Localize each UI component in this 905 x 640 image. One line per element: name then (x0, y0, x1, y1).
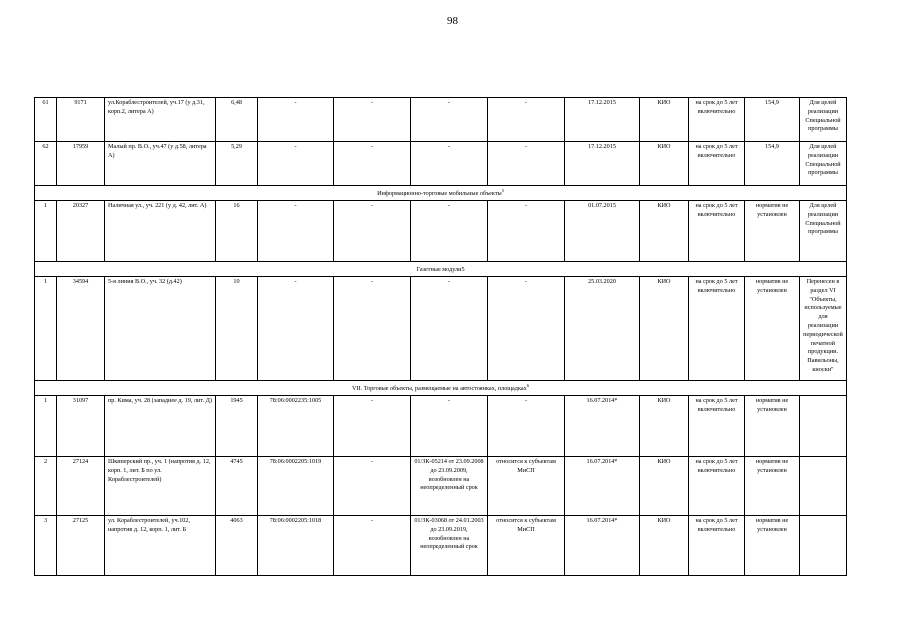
section-mobile-text: Информационно-торговые мобильные объекты (377, 190, 502, 198)
cell-address: ул. Кораблестроителей, уч.102, напротив д. 12, корп. 1, лит. Б (105, 516, 216, 576)
table-row (35, 201, 847, 262)
cell-col7: - (488, 142, 565, 186)
cell-norm: 154,9 (745, 98, 800, 142)
cell-col5: - (334, 98, 411, 142)
cell-area: 16 (216, 201, 258, 262)
section-heading-row (35, 186, 847, 201)
cell-area: 4063 (216, 516, 258, 576)
cell-note: Для целей реализации Специальной программы (800, 98, 847, 142)
cell-area: 4745 (216, 457, 258, 516)
cell-cadastral: 78:06:0002205:1019 (258, 457, 334, 516)
cell-area: 10 (216, 277, 258, 381)
cell-term: на срок до 5 лет включительно (689, 98, 745, 142)
cell-col7: - (488, 98, 565, 142)
cell-note: Для целей реализации Специальной программы (800, 201, 847, 262)
cell-col7: - (488, 277, 565, 381)
section-parking-text: VII. Торговые объекты, размещаемые на автостоянках, площадках (352, 385, 527, 393)
cell-id: 17959 (57, 142, 105, 186)
table-row (35, 516, 847, 576)
section-parking-objects (35, 381, 847, 396)
cell-cadastral: - (258, 142, 334, 186)
cell-col5: - (334, 142, 411, 186)
footnote-mark: 5 (501, 188, 504, 194)
cell-note: Перенесен в раздел VI "Объекты, используемые для реализации периодической печатной продукции. Павильоны, киоски" (800, 277, 847, 381)
cell-col5: - (334, 457, 411, 516)
cell-num: 61 (35, 98, 57, 142)
cell-term: на срок до 5 лет включительно (689, 516, 745, 576)
cell-col6: - (411, 277, 488, 381)
cell-norm: норматив не установлен (745, 457, 800, 516)
cell-num: 1 (35, 396, 57, 457)
cell-term: на срок до 5 лет включительно (689, 396, 745, 457)
cell-org: КИО (640, 201, 689, 262)
table-row (35, 98, 847, 142)
cell-num: 2 (35, 457, 57, 516)
cell-cadastral: - (258, 98, 334, 142)
cell-id: 27125 (57, 516, 105, 576)
cell-note (800, 457, 847, 516)
cell-cadastral: 78:06:0002205:1018 (258, 516, 334, 576)
cell-norm: норматив не установлен (745, 516, 800, 576)
cell-col7: - (488, 396, 565, 457)
cell-address: Шкиперский пр., уч. 1 (напротив д. 12, корп. 1, лит. Б по ул. Кораблестроителей) (105, 457, 216, 516)
table-row (35, 142, 847, 186)
cell-col5: - (334, 201, 411, 262)
cell-date: 17.12.2015 (565, 98, 640, 142)
cell-col6: - (411, 142, 488, 186)
cell-id: 27124 (57, 457, 105, 516)
cell-num: 3 (35, 516, 57, 576)
cell-term: на срок до 5 лет включительно (689, 457, 745, 516)
cell-col6: 01/ЗК-03068 от 24.01.2003 до 23.09.2019, возобновлен на неопределенный срок (411, 516, 488, 576)
cell-col6: - (411, 98, 488, 142)
cell-id: 34594 (57, 277, 105, 381)
cell-date: 01.07.2015 (565, 201, 640, 262)
cell-date: 17.12.2015 (565, 142, 640, 186)
cell-address: ул.Кораблестроителей, уч.17 (у д.31, корп.2, литера А) (105, 98, 216, 142)
cell-org: КИО (640, 98, 689, 142)
cell-col6: 01/ЗК-05214 от 23.09.2008 до 23.09.2009, возобновлен на неопределенный срок (411, 457, 488, 516)
registry-table (34, 97, 847, 576)
cell-address: Малый пр. В.О., уч.47 (у д.58, литера А) (105, 142, 216, 186)
cell-term: на срок до 5 лет включительно (689, 277, 745, 381)
cell-date: 16.07.2014* (565, 457, 640, 516)
cell-address: Наличная ул., уч. 221 (у д. 42, лит. А) (105, 201, 216, 262)
page-number: 98 (447, 15, 458, 27)
cell-num: 1 (35, 277, 57, 381)
cell-date: 16.07.2014* (565, 516, 640, 576)
cell-date: 25.03.2020 (565, 277, 640, 381)
cell-cadastral: 78:06:0002235:1005 (258, 396, 334, 457)
cell-org: КИО (640, 396, 689, 457)
section-heading-row (35, 381, 847, 396)
cell-term: на срок до 5 лет включительно (689, 142, 745, 186)
cell-col6: - (411, 396, 488, 457)
cell-col5: - (334, 396, 411, 457)
cell-note (800, 516, 847, 576)
cell-area: 6,48 (216, 98, 258, 142)
cell-org: КИО (640, 277, 689, 381)
cell-norm: норматив не установлен (745, 201, 800, 262)
cell-col7: относится к субъектам МиСП (488, 457, 565, 516)
cell-col7: относится к субъектам МиСП (488, 516, 565, 576)
cell-norm: норматив не установлен (745, 396, 800, 457)
footnote-mark: 6 (526, 383, 529, 389)
section-mobile-objects (35, 186, 847, 201)
cell-address: пр. Кима, уч. 28 (западнее д. 19, лит. Д) (105, 396, 216, 457)
section-gazette-modules: Газетные модули5 (35, 262, 847, 277)
cell-org: КИО (640, 516, 689, 576)
cell-col5: - (334, 516, 411, 576)
cell-org: КИО (640, 457, 689, 516)
cell-id: 9171 (57, 98, 105, 142)
cell-cadastral: - (258, 277, 334, 381)
cell-col5: - (334, 277, 411, 381)
cell-num: 1 (35, 201, 57, 262)
cell-area: 1945 (216, 396, 258, 457)
cell-col6: - (411, 201, 488, 262)
cell-area: 5,29 (216, 142, 258, 186)
cell-note (800, 396, 847, 457)
cell-note: Для целей реализации Специальной программы (800, 142, 847, 186)
cell-date: 16.07.2014* (565, 396, 640, 457)
cell-id: 20327 (57, 201, 105, 262)
cell-id: 31097 (57, 396, 105, 457)
cell-norm: норматив не установлен (745, 277, 800, 381)
cell-norm: 154,9 (745, 142, 800, 186)
cell-address: 5-я линия В.О., уч. 32 (д.42) (105, 277, 216, 381)
cell-cadastral: - (258, 201, 334, 262)
table-row (35, 277, 847, 381)
table-row (35, 457, 847, 516)
cell-org: КИО (640, 142, 689, 186)
cell-term: на срок до 5 лет включительно (689, 201, 745, 262)
section-heading-row (35, 262, 847, 277)
cell-num: 62 (35, 142, 57, 186)
table-row (35, 396, 847, 457)
cell-col7: - (488, 201, 565, 262)
